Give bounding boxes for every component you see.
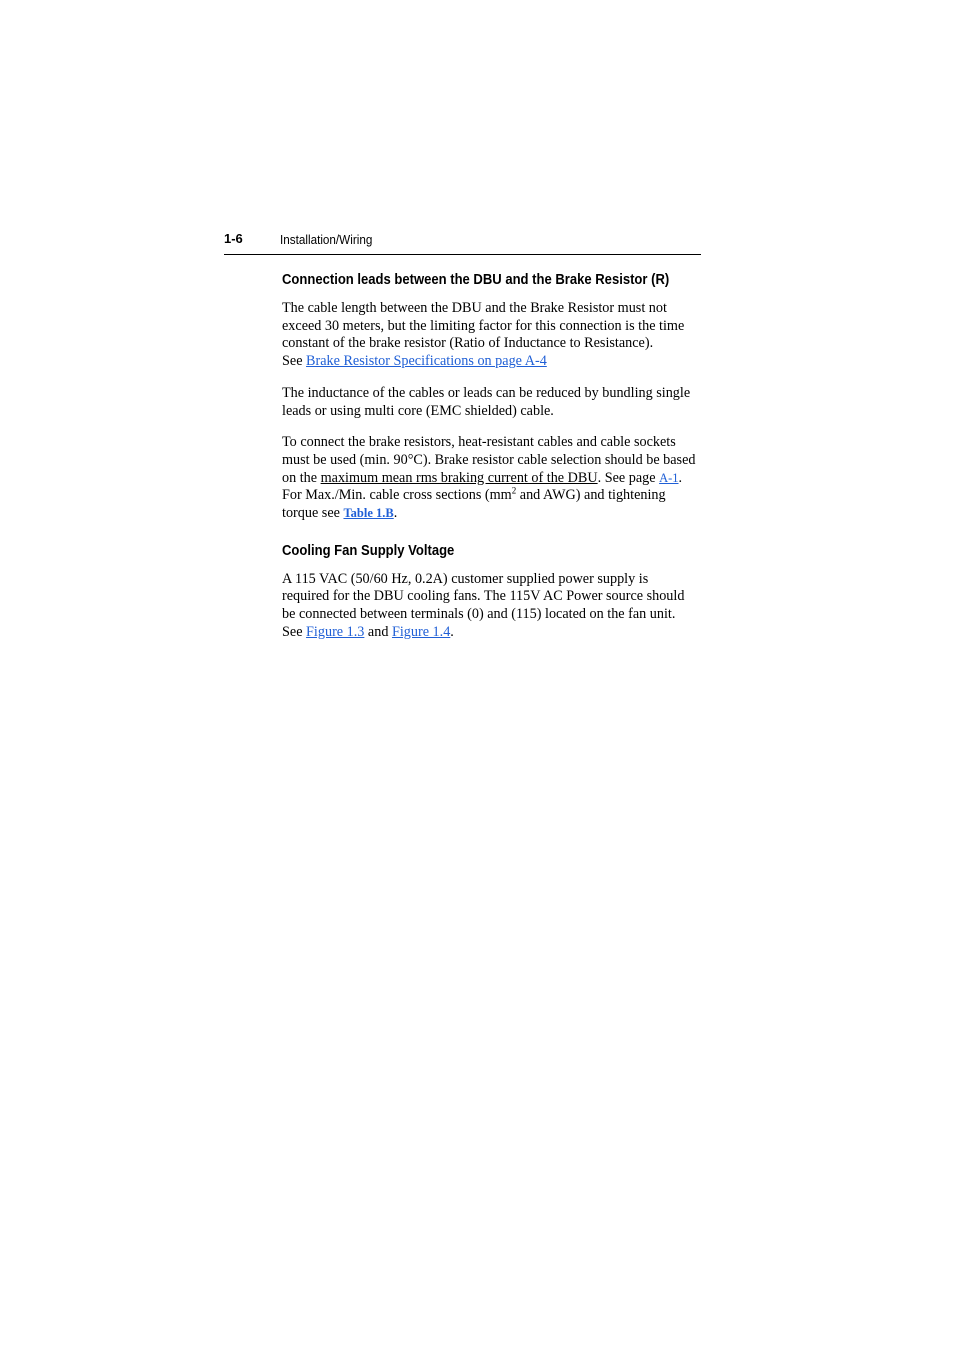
section-heading-connection-leads: Connection leads between the DBU and the Brake Resistor (R) <box>282 272 670 288</box>
brake-resistor-spec-link[interactable]: Brake Resistor Specifications on page A-4 <box>306 353 547 370</box>
section-heading-cooling-fan: Cooling Fan Supply Voltage <box>282 542 455 559</box>
figure-1-3-link[interactable]: Figure 1.3 <box>306 623 365 640</box>
page-number: 1-6 <box>224 231 243 246</box>
running-header-title: Installation/Wiring <box>280 232 373 247</box>
paragraph-inductance: The inductance of the cables or leads can be reduced by bundling single leads or using multi core (EMC shielded) cable. <box>282 384 691 419</box>
page-header <box>224 230 701 255</box>
page-content <box>282 272 702 642</box>
paragraph-fan-supply: A 115 VAC (50/60 Hz, 0.2A) customer supplied power supply is required for the DBU cooling fans. The 115V AC Power source should be connected between terminals (0) and (115) located on the fan unit. See Figure 1.3 and Figure 1.4. <box>282 570 685 640</box>
rms-braking-current-term: maximum mean rms braking current of the DBU <box>320 469 598 486</box>
figure-1-4-link[interactable]: Figure 1.4 <box>391 623 451 640</box>
paragraph-cable-length: The cable length between the DBU and the Brake Resistor must not exceed 30 meters, but the limiting factor for this connection is the time constant of the brake resistor (Ratio of Inductance to Resistance). See Brake Resistor Specifications on page A-4 <box>282 300 685 370</box>
page-a1-link[interactable]: A-1 <box>659 470 679 485</box>
table-1b-link[interactable]: Table 1.B <box>343 506 394 521</box>
paragraph-heat-resistant-cables: To connect the brake resistors, heat-resistant cables and cable sockets must be used (min. 90°C). Brake resistor cable selection should be based on the maximum mean rms braking current of the DBU. See page A-1. For Max./Min. cable cross sections ($mm^2$ and AWG) and tightening torque see Table 1.B. <box>282 434 696 522</box>
